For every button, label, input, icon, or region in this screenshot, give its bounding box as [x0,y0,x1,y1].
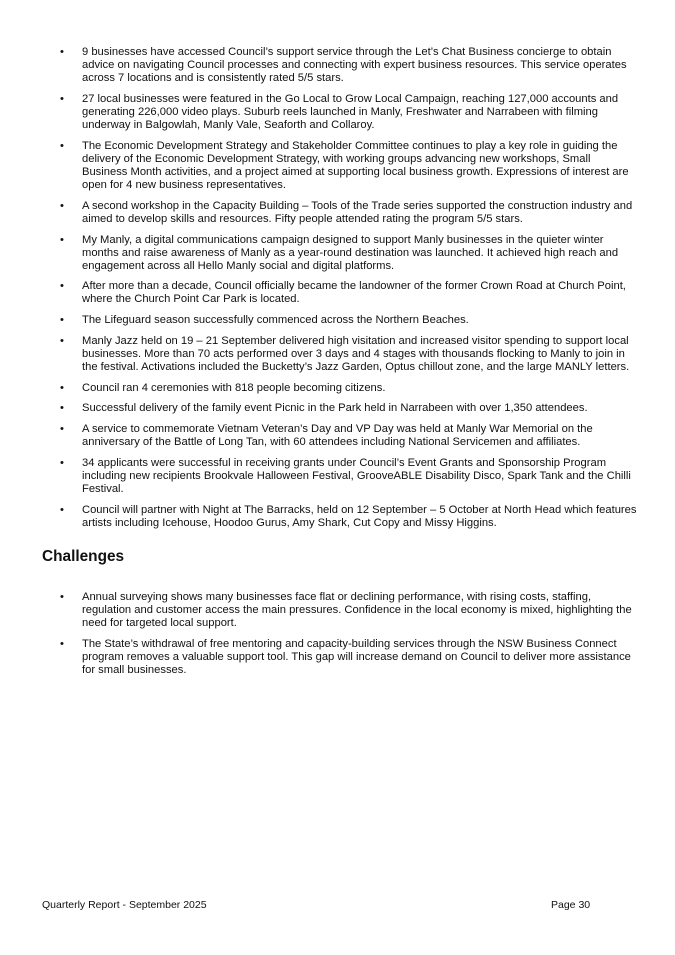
bullet-icon: • [60,280,64,293]
list-item [58,46,638,85]
list-item [58,140,638,192]
bullet-icon: • [60,139,64,152]
bullet-icon: • [60,233,64,246]
list-item-text: Manly Jazz held on 19 – 21 September delivered high visitation and increased visitor spending to support local businesses. More than 70 acts performed over 3 days and 4 stages with thousands flocking to Manly to join in the festival. Activations included the Bucketty’s Jazz Garden, Optus chillout zone, and the large MANLY letters. [82,334,630,374]
list-item-text: The State’s withdrawal of free mentoring and capacity-building services through the NSW Business Connect program removes a valuable support tool. This gap will increase demand on Council to deliver more assistance for small businesses. [82,637,631,677]
bullet-icon: • [60,637,64,650]
bullet-icon: • [60,381,64,394]
list-item-text: My Manly, a digital communications campaign designed to support Manly businesses in the quieter winter months and raise awareness of Manly as a year-round destination was launched. It achieved high reach and engagement across all Hello Manly social and digital platforms. [82,233,619,272]
list-item-text: Successful delivery of the family event Picnic in the Park held in Narrabeen with over 1,350 attendees. [82,402,588,415]
bullet-icon: • [60,423,64,436]
list-item-text: 9 businesses have accessed Council’s support service through the Let’s Chat Business concierge to obtain advice on navigating Council processes and connecting with expert business resources. This service operates across 7 locations and is consistently rated 5/5 stars. [82,46,627,85]
bullet-icon: • [60,591,64,603]
list-item-text: A second workshop in the Capacity Building – Tools of the Trade series supported the construction industry and aimed to develop skills and resources. Fifty people attended rating the program 5/5 stars. [82,199,633,225]
list-item [58,200,638,226]
footer-report-title: Quarterly Report - September 2025 [42,899,207,911]
list-item-text: A service to commemorate Vietnam Veteran’s Day and VP Day was held at Manly War Memorial on the anniversary of the Battle of Long Tan, with 60 attendees including National Servicemen and affiliates. [82,423,593,449]
list-item-text: Council will partner with Night at The Barracks, held on 12 September – 5 October at North Head which features artists including Icehouse, Hoodoo Gurus, Amy Shark, Cut Copy and Missy Higgins. [82,503,637,529]
list-item [58,234,638,273]
list-item [58,382,638,395]
list-item [58,504,638,530]
bullet-icon: • [60,334,64,347]
bullet-icon: • [60,402,64,415]
list-item [58,314,638,327]
list-item-text: The Economic Development Strategy and Stakeholder Committee continues to play a key role in guiding the delivery of the Economic Development Strategy, with working groups advancing new workshops, Small Business Month activities, and a project aimed at supporting local business growth. Expressions of interest are open for 4 new business representatives. [82,139,629,192]
list-item-text: Council ran 4 ceremonies with 818 people becoming citizens. [82,381,386,394]
challenges-list [58,591,638,685]
footer-page-number: Page 30 [551,899,591,911]
list-item-text: Annual surveying shows many businesses face flat or declining performance, with rising costs, staffing, regulation and customer access the main pressures. Confidence in the local economy is mixed, highlighting the need for targeted local support. [82,591,632,630]
list-item [58,335,638,374]
achievements-list [58,46,638,538]
list-item [58,638,638,677]
bullet-icon: • [60,46,64,58]
list-item [58,457,638,496]
bullet-icon: • [60,503,64,516]
section-heading-challenges: Challenges [42,548,125,565]
bullet-icon: • [60,199,64,212]
list-item-text: 34 applicants were successful in receiving grants under Council’s Event Grants and Sponsorship Program including new recipients Brookvale Halloween Festival, GrooveABLE Disability Disco, Spark Tank and the Chilli Festival. [82,456,631,496]
bullet-icon: • [60,92,64,105]
list-item-text: The Lifeguard season successfully commenced across the Northern Beaches. [82,314,469,327]
list-item [58,591,638,630]
list-item [58,402,638,415]
bullet-icon: • [60,456,64,469]
bullet-icon: • [60,314,64,327]
list-item [58,93,638,132]
list-item-text: 27 local businesses were featured in the Go Local to Grow Local Campaign, reaching 127,000 accounts and generating 226,000 video plays. Suburb reels launched in Manly, Freshwater and Narrabeen with filming underway in Balgowlah, Manly Vale, Seaforth and Collaroy. [82,92,619,132]
list-item-text: After more than a decade, Council officially became the landowner of the former Crown Road at Church Point, where the Church Point Car Park is located. [82,280,626,306]
list-item [58,280,638,306]
list-item [58,423,638,449]
